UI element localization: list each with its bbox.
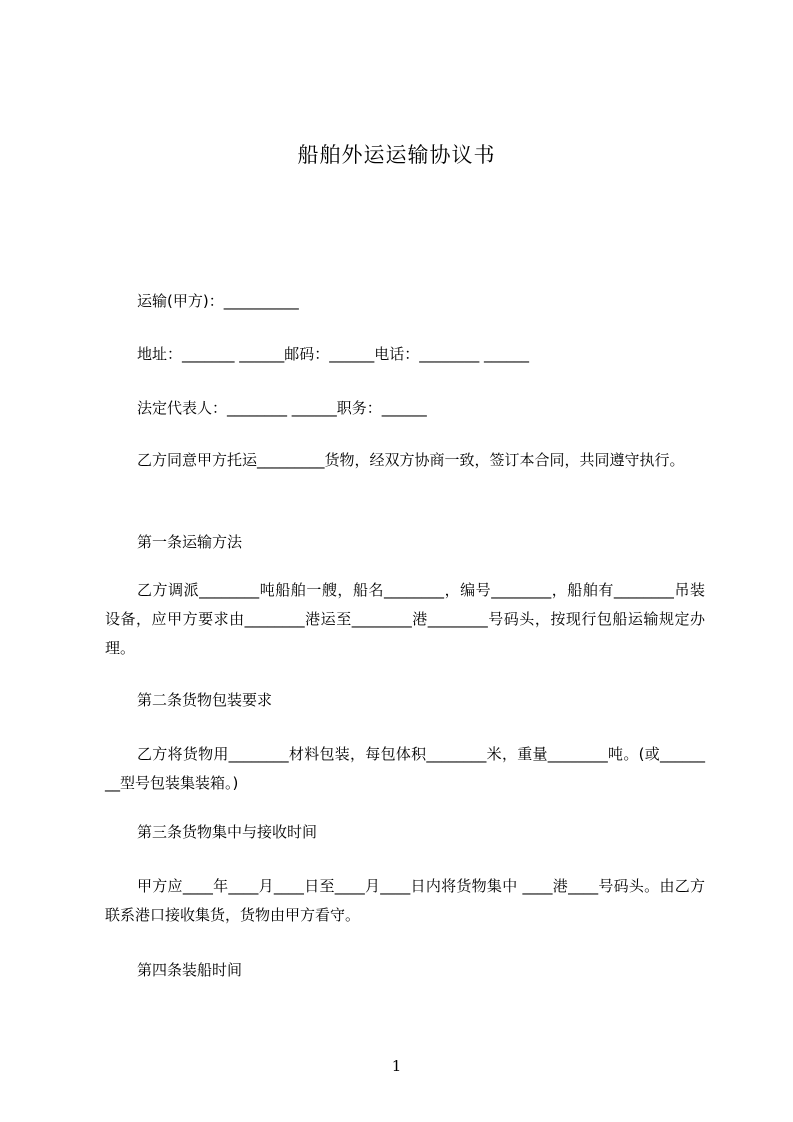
document-title: 船舶外运运输协议书 [297,143,496,167]
legal-rep-line: 法定代表人：________ ______职务：______ [137,399,427,417]
article1-body: 乙方调派________吨船舶一艘，船名________，编号________，船舶有________吊装设备，应甲方要求由________港运至________港________号码头，按现行包船运输规定办理。 [105,581,705,657]
article2-body: 乙方将货物用________材料包装，每包体积________米，重量________吨。(或________型号包装集装箱。) [105,745,705,792]
party-a-line: 运输(甲方)：__________ [137,292,299,310]
page-number: 1 [391,1057,402,1075]
article3-heading: 第三条货物集中与接收时间 [137,823,318,841]
article3-body: 甲方应____年____月____日至____月____日内将货物集中 ____港____号码头。由乙方联系港口接收集货，货物由甲方看守。 [105,877,705,924]
intro-paragraph: 乙方同意甲方托运_________货物，经双方协商一致，签订本合同，共同遵守执行。 [137,451,685,469]
article1-heading: 第一条运输方法 [137,533,243,551]
article2-heading: 第二条货物包装要求 [137,691,273,709]
article4-heading: 第四条装船时间 [137,961,243,979]
address-line: 地址：_______ ______邮码：______电话：________ ______ [137,345,530,363]
